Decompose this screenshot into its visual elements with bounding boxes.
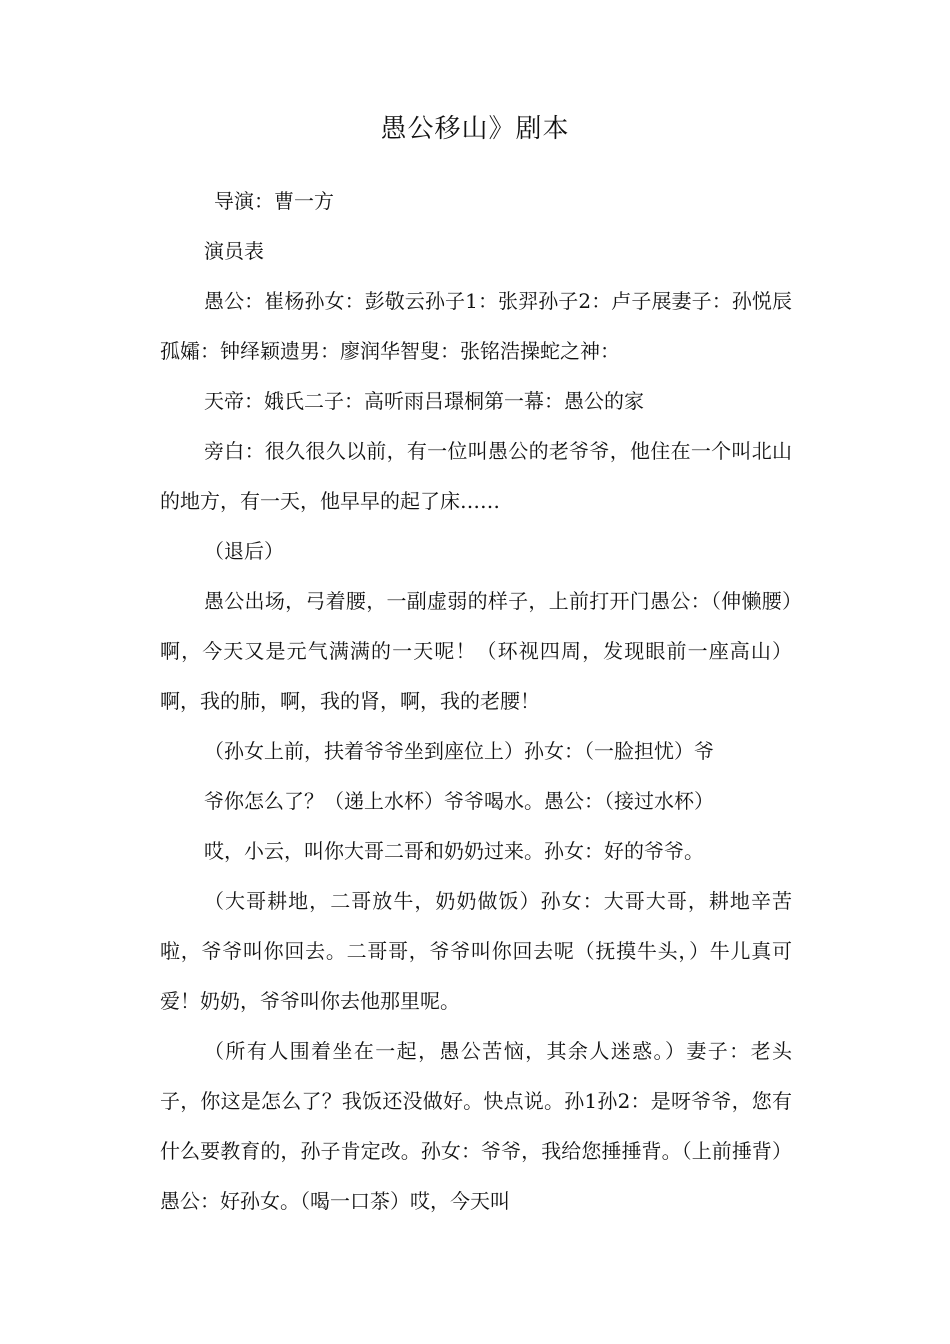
cast-heading: 演员表 bbox=[204, 239, 264, 263]
stage-direction: （退后） bbox=[204, 539, 284, 563]
director-line: 导演：曹一方 bbox=[214, 189, 334, 213]
script-paragraph: 愚公出场，弓着腰，一副虚弱的样子，上前打开门愚公：（伸懒腰）啊，今天又是元气满满的一天呢！（环视四周，发现眼前一座高山）啊，我的肺，啊，我的肾，啊，我的老腰！ bbox=[160, 589, 792, 713]
script-paragraph: 哎，小云，叫你大哥二哥和奶奶过来。孙女：好的爷爷。 bbox=[204, 839, 704, 863]
script-paragraph: （所有人围着坐在一起，愚公苦恼，其余人迷惑。）妻子：老头子，你这是怎么了？我饭还没做好。快点说。孙1孙2：是呀爷爷，您有什么要教育的，孙子肯定改。孙女：爷爷，我给您捶捶背。（上前捶背）愚公：好孙女。（喝一口茶）哎，今天叫 bbox=[160, 1039, 792, 1213]
script-body bbox=[160, 176, 792, 1226]
narration-paragraph: 旁白：很久很久以前，有一位叫愚公的老爷爷，他住在一个叫北山的地方，有一天，他早早的起了床…… bbox=[160, 439, 792, 513]
cast-list: 愚公：崔杨孙女：彭敬云孙子1：张羿孙子2：卢子展妻子：孙悦辰孤孀：钟绎颖遗男：廖润华智叟：张铭浩操蛇之神： bbox=[160, 289, 792, 363]
script-paragraph: （孙女上前，扶着爷爷坐到座位上）孙女：（一脸担忧）爷 bbox=[204, 739, 714, 763]
document-title: 愚公移山》剧本 bbox=[380, 114, 570, 144]
script-paragraph: 天帝：娥氏二子：高听雨吕璟桐第一幕：愚公的家 bbox=[204, 389, 644, 413]
script-paragraph: 爷你怎么了？（递上水杯）爷爷喝水。愚公：（接过水杯） bbox=[204, 789, 714, 813]
script-paragraph: （大哥耕地，二哥放牛，奶奶做饭）孙女：大哥大哥，耕地辛苦啦，爷爷叫你回去。二哥哥，爷爷叫你回去呢（抚摸牛头，）牛儿真可爱！奶奶，爷爷叫你去他那里呢。 bbox=[160, 889, 792, 1013]
